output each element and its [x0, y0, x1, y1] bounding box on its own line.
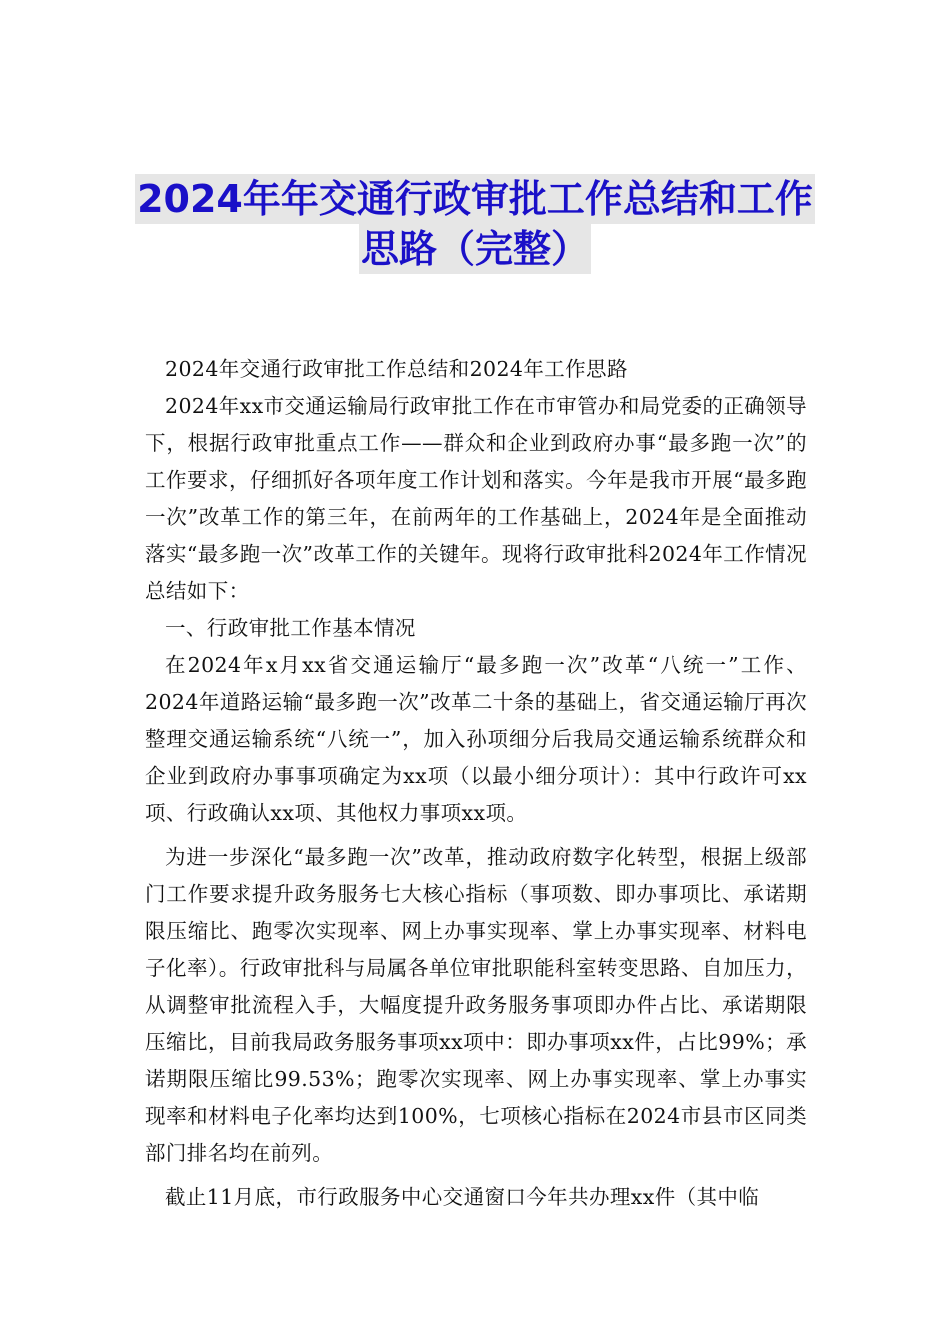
title-line-2: 思路（完整）: [359, 224, 591, 274]
paragraph-intro: 2024年xx市交通运输局行政审批工作在市审管办和局党委的正确领导下，根据行政审批重点工作——群众和企业到政府办事“最多跑一次”的工作要求，仔细抓好各项年度工作计划和落实。今年是我市开展“最多跑一次”改革工作的第三年，在前两年的工作基础上，2024年是全面推动落实“最多跑一次”改革工作的关键年。现将行政审批科2024年工作情况总结如下：: [145, 394, 807, 603]
section-heading: 一、行政审批工作基本情况: [165, 616, 416, 640]
document-body: [145, 351, 807, 1216]
paragraph-window-stats: 截止11月底，市行政服务中心交通窗口今年共办理xx件（其中临: [165, 1185, 760, 1209]
paragraph-subtitle: 2024年交通行政审批工作总结和2024年工作思路: [165, 357, 628, 381]
title-line-1: 2024年年交通行政审批工作总结和工作: [135, 174, 815, 224]
paragraph-basic-situation: 在2024年x月xx省交通运输厅“最多跑一次”改革“八统一”工作、2024年道路运输“最多跑一次”改革二十条的基础上，省交通运输厅再次整理交通运输系统“八统一”，加入孙项细分后我局交通运输系统群众和企业到政府办事事项确定为xx项（以最小细分项计）：其中行政许可xx项、行政确认xx项、其他权力事项xx项。: [145, 653, 807, 825]
document-title: [0, 174, 950, 274]
paragraph-core-indicators: 为进一步深化“最多跑一次”改革，推动政府数字化转型，根据上级部门工作要求提升政务服务七大核心指标（事项数、即办事项比、承诺期限压缩比、跑零次实现率、网上办事实现率、掌上办事实现率、材料电子化率）。行政审批科与局属各单位审批职能科室转变思路、自加压力，从调整审批流程入手，大幅度提升政务服务事项即办件占比、承诺期限压缩比，目前我局政务服务事项xx项中：即办事项xx件，占比99%；承诺期限压缩比99.53%；跑零次实现率、网上办事实现率、掌上办事实现率和材料电子化率均达到100%，七项核心指标在2024市县市区同类部门排名均在前列。: [145, 845, 807, 1165]
